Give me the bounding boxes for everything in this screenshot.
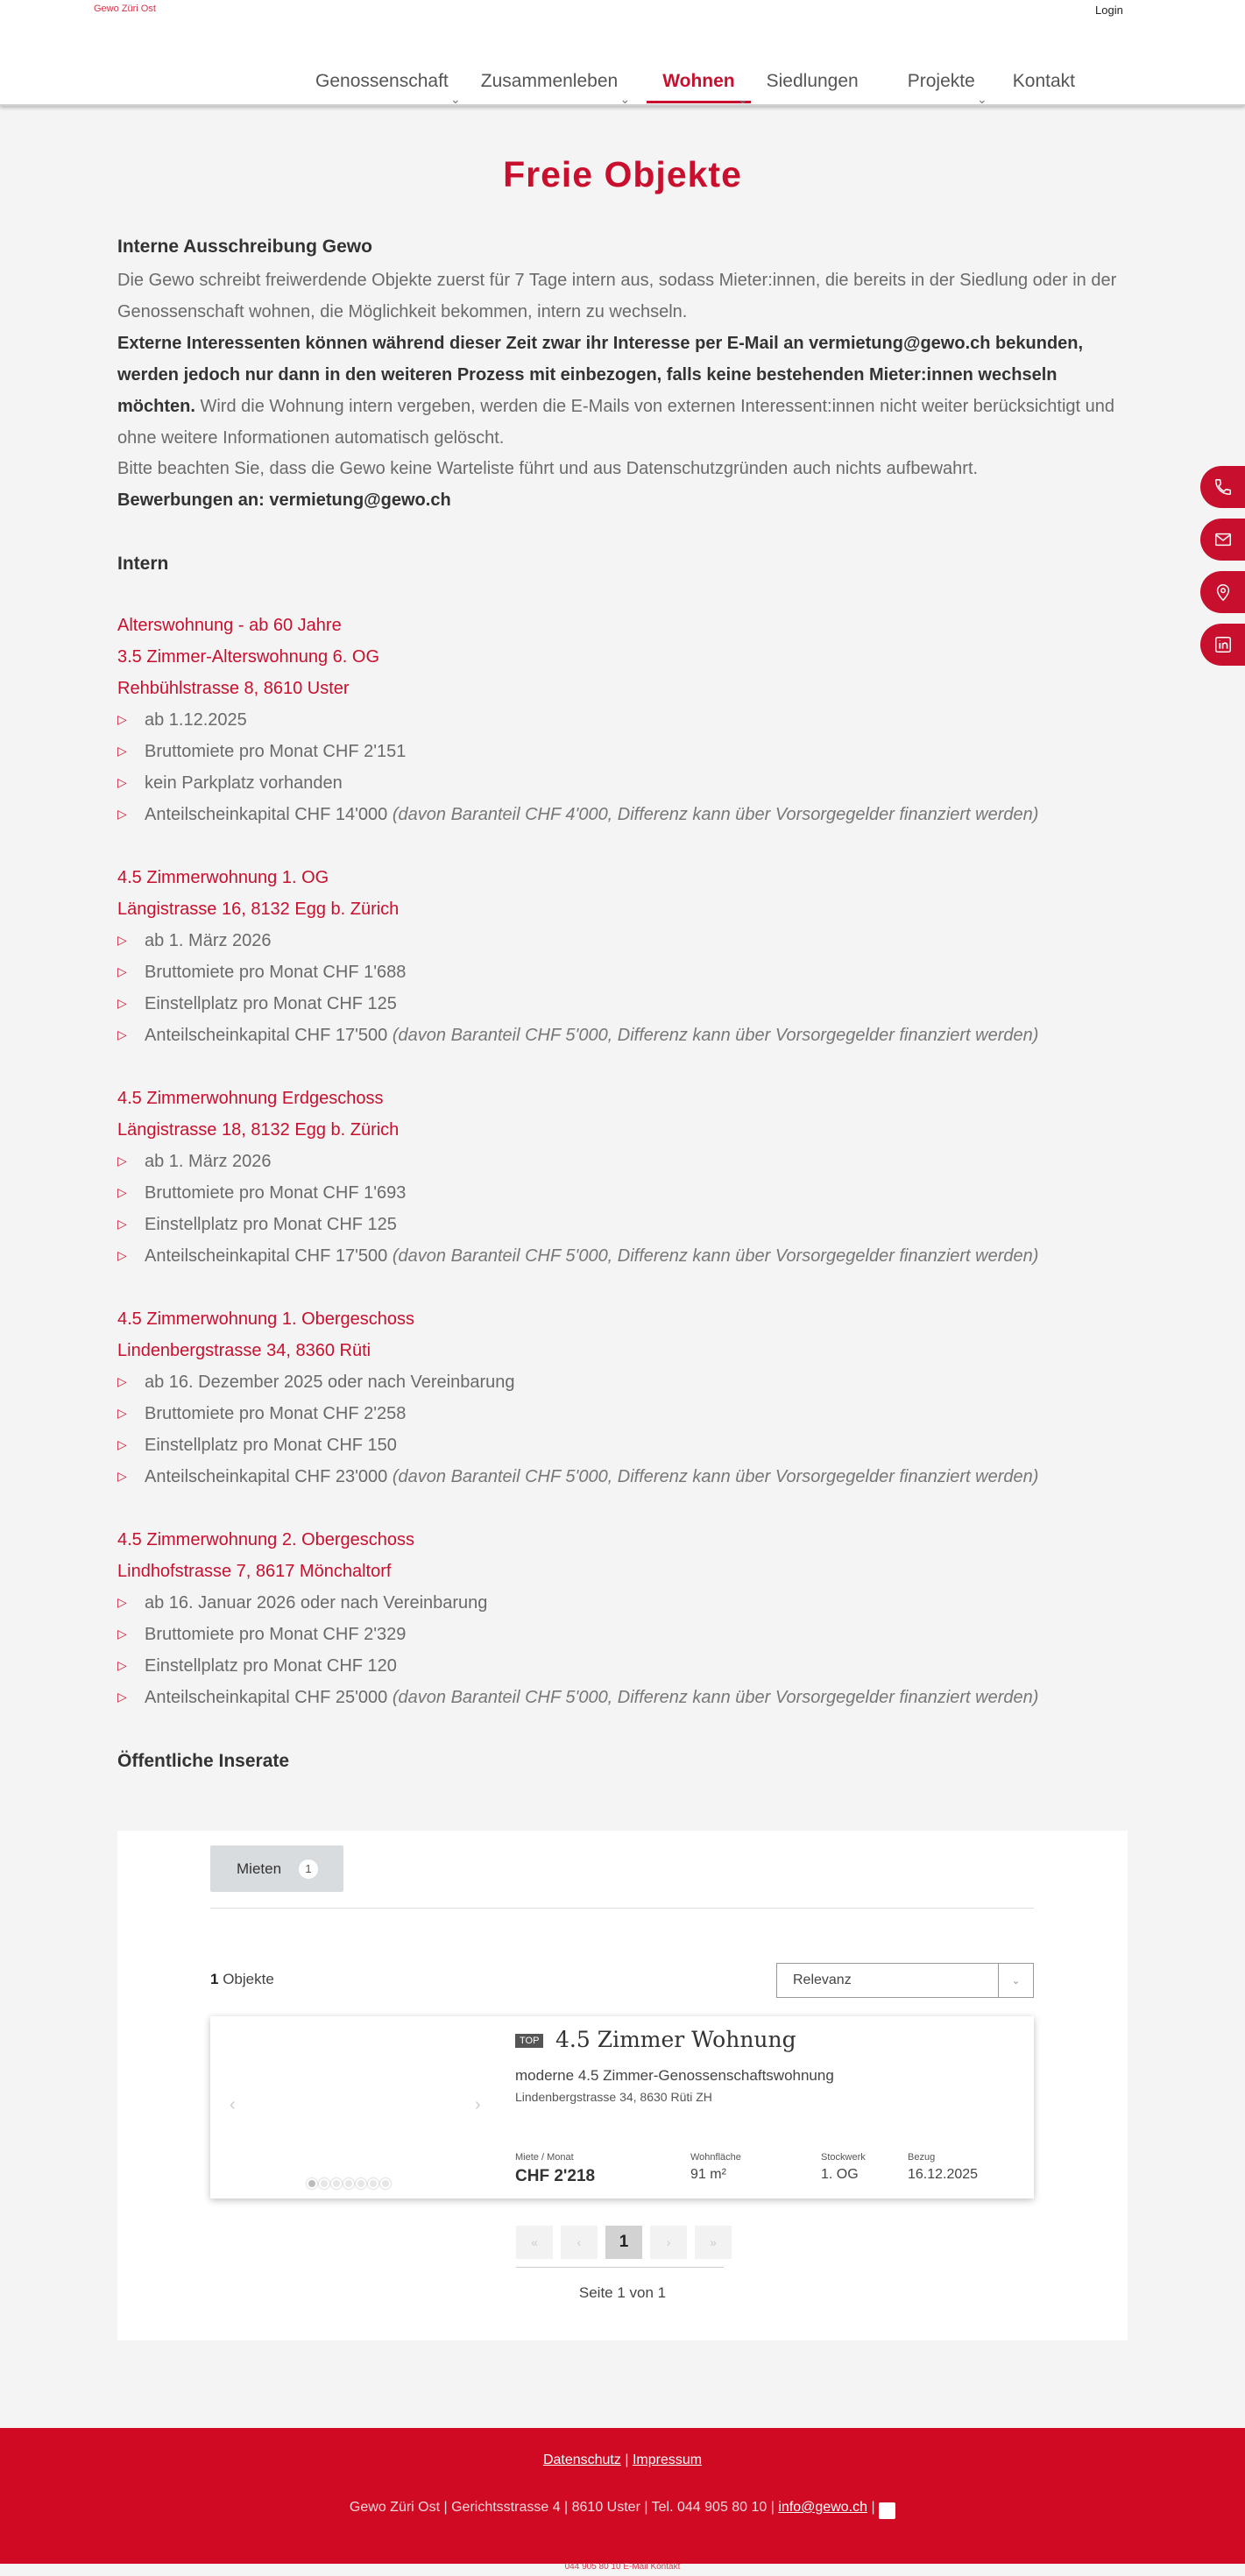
list-item-text: Bruttomiete pro Monat CHF 1'693 (145, 1183, 407, 1203)
list-item-text: Anteilscheinkapital CHF 23'000 (145, 1467, 388, 1486)
triangle-right-icon: ▷ (117, 1027, 127, 1041)
list-item-text: ab 16. Dezember 2025 oder nach Vereinbarung (145, 1373, 515, 1392)
imprint-link[interactable]: Impressum (632, 2452, 703, 2467)
move-in-value: 16.12.2025 (908, 2167, 979, 2182)
list-item-text: Bruttomiete pro Monat CHF 2'151 (145, 742, 407, 761)
list-item (117, 1436, 397, 1456)
email-link[interactable]: vermietung@gewo.ch (809, 334, 991, 353)
list-item (117, 773, 343, 794)
page-title: Freie Objekte (503, 154, 742, 194)
triangle-right-icon: ▷ (117, 1690, 127, 1704)
list-item-text: Bruttomiete pro Monat CHF 2'258 (145, 1404, 407, 1423)
map-pin-icon (1213, 582, 1233, 602)
nav-label: Projekte (907, 71, 975, 91)
tab-count-badge: 1 (299, 1860, 318, 1879)
pagination (516, 2226, 732, 2259)
list-item (117, 1593, 487, 1613)
list-item-text: Einstellplatz pro Monat CHF 125 (145, 994, 397, 1013)
footer-bottom-text: 044 905 80 10 E-Mail Kontakt (564, 2562, 681, 2572)
list-item-text: Bruttomiete pro Monat CHF 1'688 (145, 963, 407, 982)
area-value: 91 m² (690, 2167, 726, 2182)
sort-value: Relevanz (793, 1973, 852, 1987)
object-title: 3.5 Zimmer-Alterswohnung 6. OG (117, 647, 379, 667)
logo-link[interactable]: Gewo Züri Ost (94, 4, 156, 14)
note-text: Bitte beachten Sie, dass die Gewo keine Warteliste führt und aus Datenschutzgründen auch nichts aufbewahrt. (117, 459, 979, 478)
nav-label: Genossenschaft (315, 71, 449, 91)
object-title: Alterswohnung - ab 60 Jahre (117, 616, 342, 635)
email-button[interactable] (1200, 519, 1245, 561)
listing-card[interactable] (210, 2016, 1034, 2198)
object-address: Lindenbergstrasse 34, 8360 Rüti (117, 1341, 371, 1360)
list-item (117, 1246, 1038, 1267)
nav-label: Siedlungen (766, 71, 859, 91)
triangle-right-icon: ▷ (117, 996, 127, 1010)
triangle-right-icon: ▷ (117, 1185, 127, 1199)
intern-heading: Intern (117, 554, 169, 574)
page-last-button[interactable]: » (695, 2226, 732, 2259)
external-bold-1: Externe Interessenten können während dieser Zeit zwar ihr Interesse per E-Mail an (117, 334, 804, 353)
carousel-prev-button[interactable]: ‹ (230, 2095, 236, 2114)
nav-label: Kontakt (1012, 71, 1075, 91)
triangle-right-icon: ▷ (117, 1437, 127, 1451)
privacy-link[interactable]: Datenschutz (542, 2452, 621, 2467)
list-item-note: (davon Baranteil CHF 5'000, Differenz kann über Vorsorgegelder finanziert werden) (392, 1467, 1039, 1486)
list-item (117, 742, 406, 762)
list-item-text: Anteilscheinkapital CHF 17'500 (145, 1026, 388, 1045)
list-item (117, 1625, 406, 1645)
triangle-right-icon: ▷ (117, 1374, 127, 1388)
main-nav (315, 68, 1075, 106)
list-item (117, 710, 247, 730)
triangle-right-icon: ▷ (117, 1627, 127, 1641)
carousel-dot[interactable] (307, 2178, 317, 2189)
list-item (117, 1152, 272, 1172)
list-item (117, 963, 406, 983)
carousel-dot[interactable] (343, 2178, 354, 2189)
top-badge: TOP (515, 2034, 543, 2048)
footer-links (0, 2452, 1245, 2468)
public-heading: Öffentliche Inserate (117, 1751, 290, 1771)
carousel-dot[interactable] (319, 2178, 329, 2189)
list-item-text: Anteilscheinkapital CHF 25'000 (145, 1688, 388, 1707)
page-prev-button[interactable]: ‹ (561, 2226, 598, 2259)
list-item (117, 931, 272, 951)
object-title: 4.5 Zimmerwohnung 1. OG (117, 868, 329, 887)
page-info: Seite 1 von 1 (578, 2284, 667, 2301)
site-footer (0, 2428, 1245, 2564)
list-item (117, 1404, 406, 1424)
triangle-right-icon: ▷ (117, 1154, 127, 1168)
listing-photo-carousel[interactable] (210, 2016, 508, 2198)
listing-address: Lindenbergstrasse 34, 8630 Rüti ZH (515, 2090, 712, 2104)
login-link[interactable]: Login (1095, 4, 1123, 17)
nav-projekte[interactable] (907, 68, 987, 106)
triangle-right-icon: ▷ (117, 807, 127, 821)
area-label: Wohnfläche (690, 2152, 741, 2163)
object-title: 4.5 Zimmerwohnung Erdgeschoss (117, 1089, 384, 1108)
chevron-down-icon: ⌄ (737, 92, 748, 106)
footer-address: Gewo Züri Ost | Gerichtsstrasse 4 | 8610 Uster | Tel. 044 905 80 10 | (349, 2500, 775, 2515)
page-current[interactable]: 1 (605, 2226, 642, 2259)
triangle-right-icon: ▷ (117, 1658, 127, 1672)
sort-select[interactable] (776, 1963, 1034, 1998)
envelope-icon (1213, 530, 1233, 549)
linkedin-icon[interactable]: in (879, 2502, 895, 2519)
phone-icon (1213, 477, 1233, 497)
intro-heading: Interne Ausschreibung Gewo (117, 236, 372, 257)
object-title: 4.5 Zimmerwohnung 1. Obergeschoss (117, 1309, 415, 1329)
nav-zusammenleben[interactable] (480, 68, 631, 106)
nav-label: Wohnen (662, 71, 735, 91)
chevron-down-icon: ⌄ (998, 1964, 1033, 1997)
list-item (117, 994, 397, 1014)
listing-title[interactable]: 4.5 Zimmer Wohnung (555, 2027, 796, 2052)
list-item-note: (davon Baranteil CHF 4'000, Differenz kann über Vorsorgegelder finanziert werden) (392, 805, 1039, 824)
list-item (117, 1026, 1038, 1046)
page-first-button[interactable]: « (516, 2226, 553, 2259)
footer-separator: | (625, 2452, 629, 2467)
page-next-button[interactable]: › (650, 2226, 687, 2259)
tab-mieten[interactable] (210, 1846, 343, 1892)
pagination-divider (516, 2267, 724, 2268)
rent-label: Miete / Monat (515, 2152, 574, 2163)
list-item-text: Anteilscheinkapital CHF 14'000 (145, 805, 388, 824)
triangle-right-icon: ▷ (117, 933, 127, 947)
carousel-dot[interactable] (356, 2178, 366, 2189)
carousel-dot[interactable] (331, 2178, 342, 2189)
tab-divider (210, 1908, 1034, 1909)
triangle-right-icon: ▷ (117, 964, 127, 978)
triangle-right-icon: ▷ (117, 775, 127, 789)
triangle-right-icon: ▷ (117, 1595, 127, 1609)
phone-button[interactable] (1200, 466, 1245, 508)
list-item-text: Einstellplatz pro Monat CHF 125 (145, 1215, 397, 1234)
list-item (117, 1183, 406, 1203)
external-text (117, 328, 1128, 454)
intro-text: Die Gewo schreibt freiwerdende Objekte zuerst für 7 Tage intern aus, sodass Mieter:innen, die bereits in der Siedlung oder in der Genossenschaft wohnen, die Möglichkeit bekommen, intern zu wechseln. (117, 271, 1117, 321)
triangle-right-icon: ▷ (117, 712, 127, 726)
carousel-dot[interactable] (380, 2178, 391, 2189)
list-item (117, 805, 1038, 825)
tab-label: Mieten (237, 1860, 282, 1877)
triangle-right-icon: ▷ (117, 1469, 127, 1483)
chevron-down-icon: ⌄ (450, 92, 461, 106)
carousel-dot[interactable] (368, 2178, 378, 2189)
list-item-text: ab 1.12.2025 (145, 710, 247, 730)
list-item-note: (davon Baranteil CHF 5'000, Differenz kann über Vorsorgegelder finanziert werden) (392, 1246, 1039, 1266)
carousel-dots (307, 2178, 391, 2189)
carousel-next-button[interactable]: › (475, 2095, 481, 2114)
list-item-text: Einstellplatz pro Monat CHF 120 (145, 1656, 397, 1676)
list-item (117, 1373, 515, 1393)
object-address: Längistrasse 16, 8132 Egg b. Zürich (117, 900, 400, 919)
floor-value: 1. OG (821, 2167, 859, 2182)
list-item (117, 1215, 397, 1235)
external-info: Wird die Wohnung intern vergeben, werden die E-Mails von externen Interessent:innen nicht weiter berücksichtigt und ohne weitere Informationen automatisch gelöscht. (117, 397, 1115, 448)
nav-kontakt[interactable] (1013, 68, 1075, 103)
floor-label: Stockwerk (821, 2152, 866, 2163)
external-bold-2: bekunden, werden jedoch nur dann in den weiteren Prozess mit einbezogen, falls keine bestehenden Mieter:innen wechseln möchten. (117, 334, 1084, 416)
list-item (117, 1467, 1038, 1487)
list-item-text: Anteilscheinkapital CHF 17'500 (145, 1246, 388, 1266)
apply-line (117, 484, 1128, 516)
list-item-text: ab 16. Januar 2026 oder nach Vereinbarung (145, 1593, 488, 1613)
object-address: Längistrasse 18, 8132 Egg b. Zürich (117, 1120, 400, 1140)
apply-email-link[interactable]: vermietung@gewo.ch (269, 490, 451, 510)
listing-subtitle: moderne 4.5 Zimmer-Genossenschaftswohnung (515, 2067, 834, 2084)
result-count-number: 1 (210, 1971, 219, 1987)
apply-label: Bewerbungen an: (117, 490, 265, 510)
site-header (0, 0, 1245, 106)
nav-wohnen[interactable] (647, 68, 750, 106)
list-item-note: (davon Baranteil CHF 5'000, Differenz kann über Vorsorgegelder finanziert werden) (392, 1026, 1039, 1045)
result-count (210, 1971, 274, 1988)
list-item-text: Bruttomiete pro Monat CHF 2'329 (145, 1625, 407, 1644)
list-item (117, 1688, 1038, 1708)
list-item-text: kein Parkplatz vorhanden (145, 773, 343, 793)
object-title: 4.5 Zimmerwohnung 2. Obergeschoss (117, 1530, 415, 1549)
chevron-down-icon: ⌄ (619, 92, 631, 106)
footer-email-link[interactable]: info@gewo.ch (778, 2500, 868, 2515)
triangle-right-icon: ▷ (117, 1406, 127, 1420)
list-item (117, 1656, 397, 1676)
rent-value: CHF 2'218 (515, 2167, 596, 2185)
triangle-right-icon: ▷ (117, 1217, 127, 1231)
move-in-label: Bezug (908, 2152, 936, 2163)
nav-siedlungen[interactable] (767, 68, 859, 103)
triangle-right-icon: ▷ (117, 744, 127, 758)
linkedin-icon (1213, 635, 1233, 654)
list-item-note: (davon Baranteil CHF 5'000, Differenz kann über Vorsorgegelder finanziert werden) (392, 1688, 1039, 1707)
nav-label: Zusammenleben (480, 71, 619, 91)
chevron-down-icon: ⌄ (977, 92, 987, 106)
nav-genossenschaft[interactable] (315, 68, 461, 106)
list-item-text: ab 1. März 2026 (145, 1152, 272, 1171)
triangle-right-icon: ▷ (117, 1248, 127, 1262)
footer-info (0, 2500, 1245, 2519)
location-button[interactable] (1200, 571, 1245, 613)
listings-widget (117, 1831, 1128, 2340)
object-address: Lindhofstrasse 7, 8617 Mönchaltorf (117, 1562, 392, 1581)
footer-separator: | (871, 2500, 875, 2515)
list-item-text: Einstellplatz pro Monat CHF 150 (145, 1436, 397, 1455)
result-count-label: Objekte (223, 1971, 274, 1987)
object-address: Rehbühlstrasse 8, 8610 Uster (117, 679, 350, 698)
linkedin-button[interactable] (1200, 624, 1245, 666)
list-item-text: ab 1. März 2026 (145, 931, 272, 950)
